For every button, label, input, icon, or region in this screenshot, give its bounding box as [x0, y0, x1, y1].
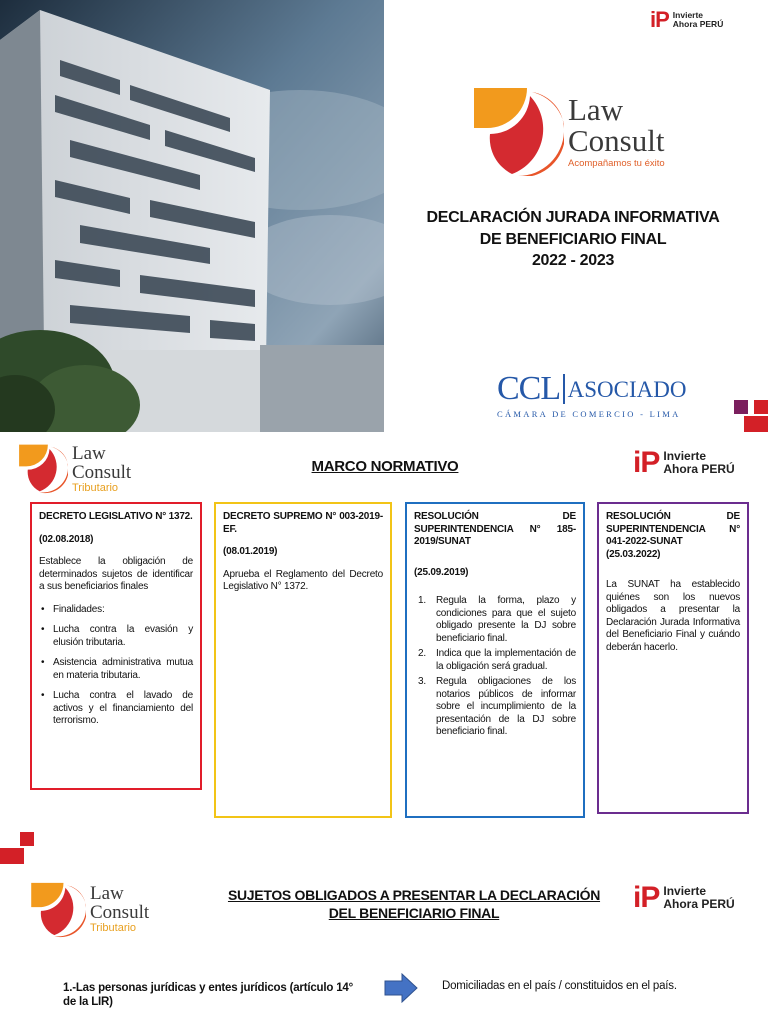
law-consult-tributario-logo: [18, 442, 131, 494]
law-consult-logo: [472, 86, 665, 176]
law-consult-line2: Consult: [568, 123, 665, 158]
box2-description: Aprueba el Reglamento del Decreto Legislativo N° 1372.: [223, 568, 383, 592]
law-consult-tagline: Acompañamos tu éxito: [568, 158, 665, 169]
list-item: 2. Indica que la implementación de la obligación será gradual.: [418, 648, 576, 672]
slide1-title-line2: DE BENEFICIARIO FINAL: [479, 230, 667, 248]
law-consult-line1: Law: [90, 883, 124, 904]
slide3-title-line1: SUJETOS OBLIGADOS A PRESENTAR LA DECLARACIÓN: [227, 887, 601, 903]
box4-heading: RESOLUCIÓN DE SUPERINTENDENCIA N° 041-2022-SUNAT: [606, 511, 740, 547]
ip-mark: iP: [650, 7, 669, 32]
box3-date: (25.09.2019): [414, 566, 469, 578]
law-consult-line2: Consult: [90, 902, 150, 923]
box3-items: [414, 595, 576, 739]
invierte-line2: Ahora PERÚ: [663, 462, 735, 476]
arrow-right-icon: [384, 973, 418, 1003]
law-consult-division: Tributario: [90, 922, 137, 934]
box3-heading: RESOLUCIÓN DE SUPERINTENDENCIA N° 185-2019/SUNAT: [414, 511, 576, 547]
law-consult-emblem-icon: [30, 880, 86, 938]
slide1-title-line3: 2022 - 2023: [531, 252, 615, 270]
law-consult-line1: Law: [568, 92, 624, 127]
ccl-asociado-logo: [497, 372, 686, 419]
sujetos-item-1-detail: Domiciliadas en el país / constituidos en el país.: [442, 980, 677, 992]
invierte-line1: Invierte: [672, 9, 704, 20]
box4-description: La SUNAT ha establecido quiénes son los nuevos obligados a presentar la Declaración Jurada Informativa del Beneficiario Final y cuándo deberán hacerlo.: [606, 579, 740, 653]
invierte-line1: Invierte: [663, 883, 707, 898]
ccl-mark: CCL: [497, 370, 561, 407]
marco-normativo-slide: [0, 432, 768, 864]
ccl-divider: [563, 374, 565, 404]
list-item: • Asistencia administrativa mutua en materia tributaria.: [39, 657, 193, 682]
slide2-title: MARCO NORMATIVO: [311, 458, 459, 475]
box2-date: (08.01.2019): [223, 546, 278, 557]
invierte-ahora-peru-logo: [633, 446, 735, 480]
slide1-title-line1: DECLARACIÓN JURADA INFORMATIVA: [426, 209, 720, 226]
law-consult-line2: Consult: [72, 462, 132, 483]
list-item: • Lucha contra la evasión y elusión tributaria.: [39, 624, 193, 649]
box1-bullets: [39, 604, 193, 728]
decreto-legislativo-box: [30, 502, 202, 790]
box4-date: (25.03.2022): [606, 548, 661, 560]
slide3-title: [222, 886, 606, 922]
ccl-subtitle: CÁMARA DE COMERCIO - LIMA: [497, 409, 681, 419]
box1-description: Establece la obligación de determinados sujetos de identificar a sus beneficiarios finales: [39, 556, 193, 592]
law-consult-emblem-icon: [472, 86, 564, 176]
ip-mark: iP: [633, 446, 660, 479]
slide3-title-line2: DEL BENEFICIARIO FINAL: [328, 905, 500, 922]
invierte-line1: Invierte: [663, 448, 707, 463]
invierte-ahora-peru-logo: [650, 7, 723, 33]
sujetos-obligados-slide: [0, 864, 768, 1024]
building-photo: [0, 0, 384, 432]
ccl-asociado: ASOCIADO: [567, 376, 687, 402]
list-item: • Finalidades:: [39, 604, 193, 617]
box1-date: (02.08.2018): [39, 533, 94, 545]
title-slide: [0, 0, 768, 432]
law-consult-division: Tributario: [72, 482, 119, 494]
box2-heading: DECRETO SUPREMO N° 003-2019-EF.: [223, 511, 383, 535]
law-consult-tributario-logo: [30, 880, 149, 938]
sujetos-item-1: 1.-Las personas jurídicas y entes jurídicos (artículo 14° de la LIR): [63, 982, 353, 1009]
ip-mark: iP: [633, 881, 660, 914]
list-item: 1. Regula la forma, plazo y condiciones para que el sujeto obligado presente la DJ sobre beneficiario final.: [418, 595, 576, 644]
decreto-supremo-box: [214, 502, 392, 818]
box1-heading: DECRETO LEGISLATIVO N° 1372.: [39, 511, 193, 522]
slide1-title: [390, 207, 756, 272]
invierte-line2: Ahora PERÚ: [663, 897, 735, 911]
law-consult-line1: Law: [72, 443, 106, 464]
law-consult-emblem-icon: [18, 442, 68, 494]
list-item: • Lucha contra el lavado de activos y el financiamiento del terrorismo.: [39, 690, 193, 728]
resolucion-041-box: [597, 502, 749, 814]
invierte-line2: Ahora PERÚ: [672, 19, 724, 29]
list-item: 3. Regula obligaciones de los notarios públicos de informar sobre el incumplimiento de la presentación de la DJ sobre beneficiario final.: [418, 676, 576, 737]
resolucion-185-box: [405, 502, 585, 818]
invierte-ahora-peru-logo: [633, 881, 735, 915]
